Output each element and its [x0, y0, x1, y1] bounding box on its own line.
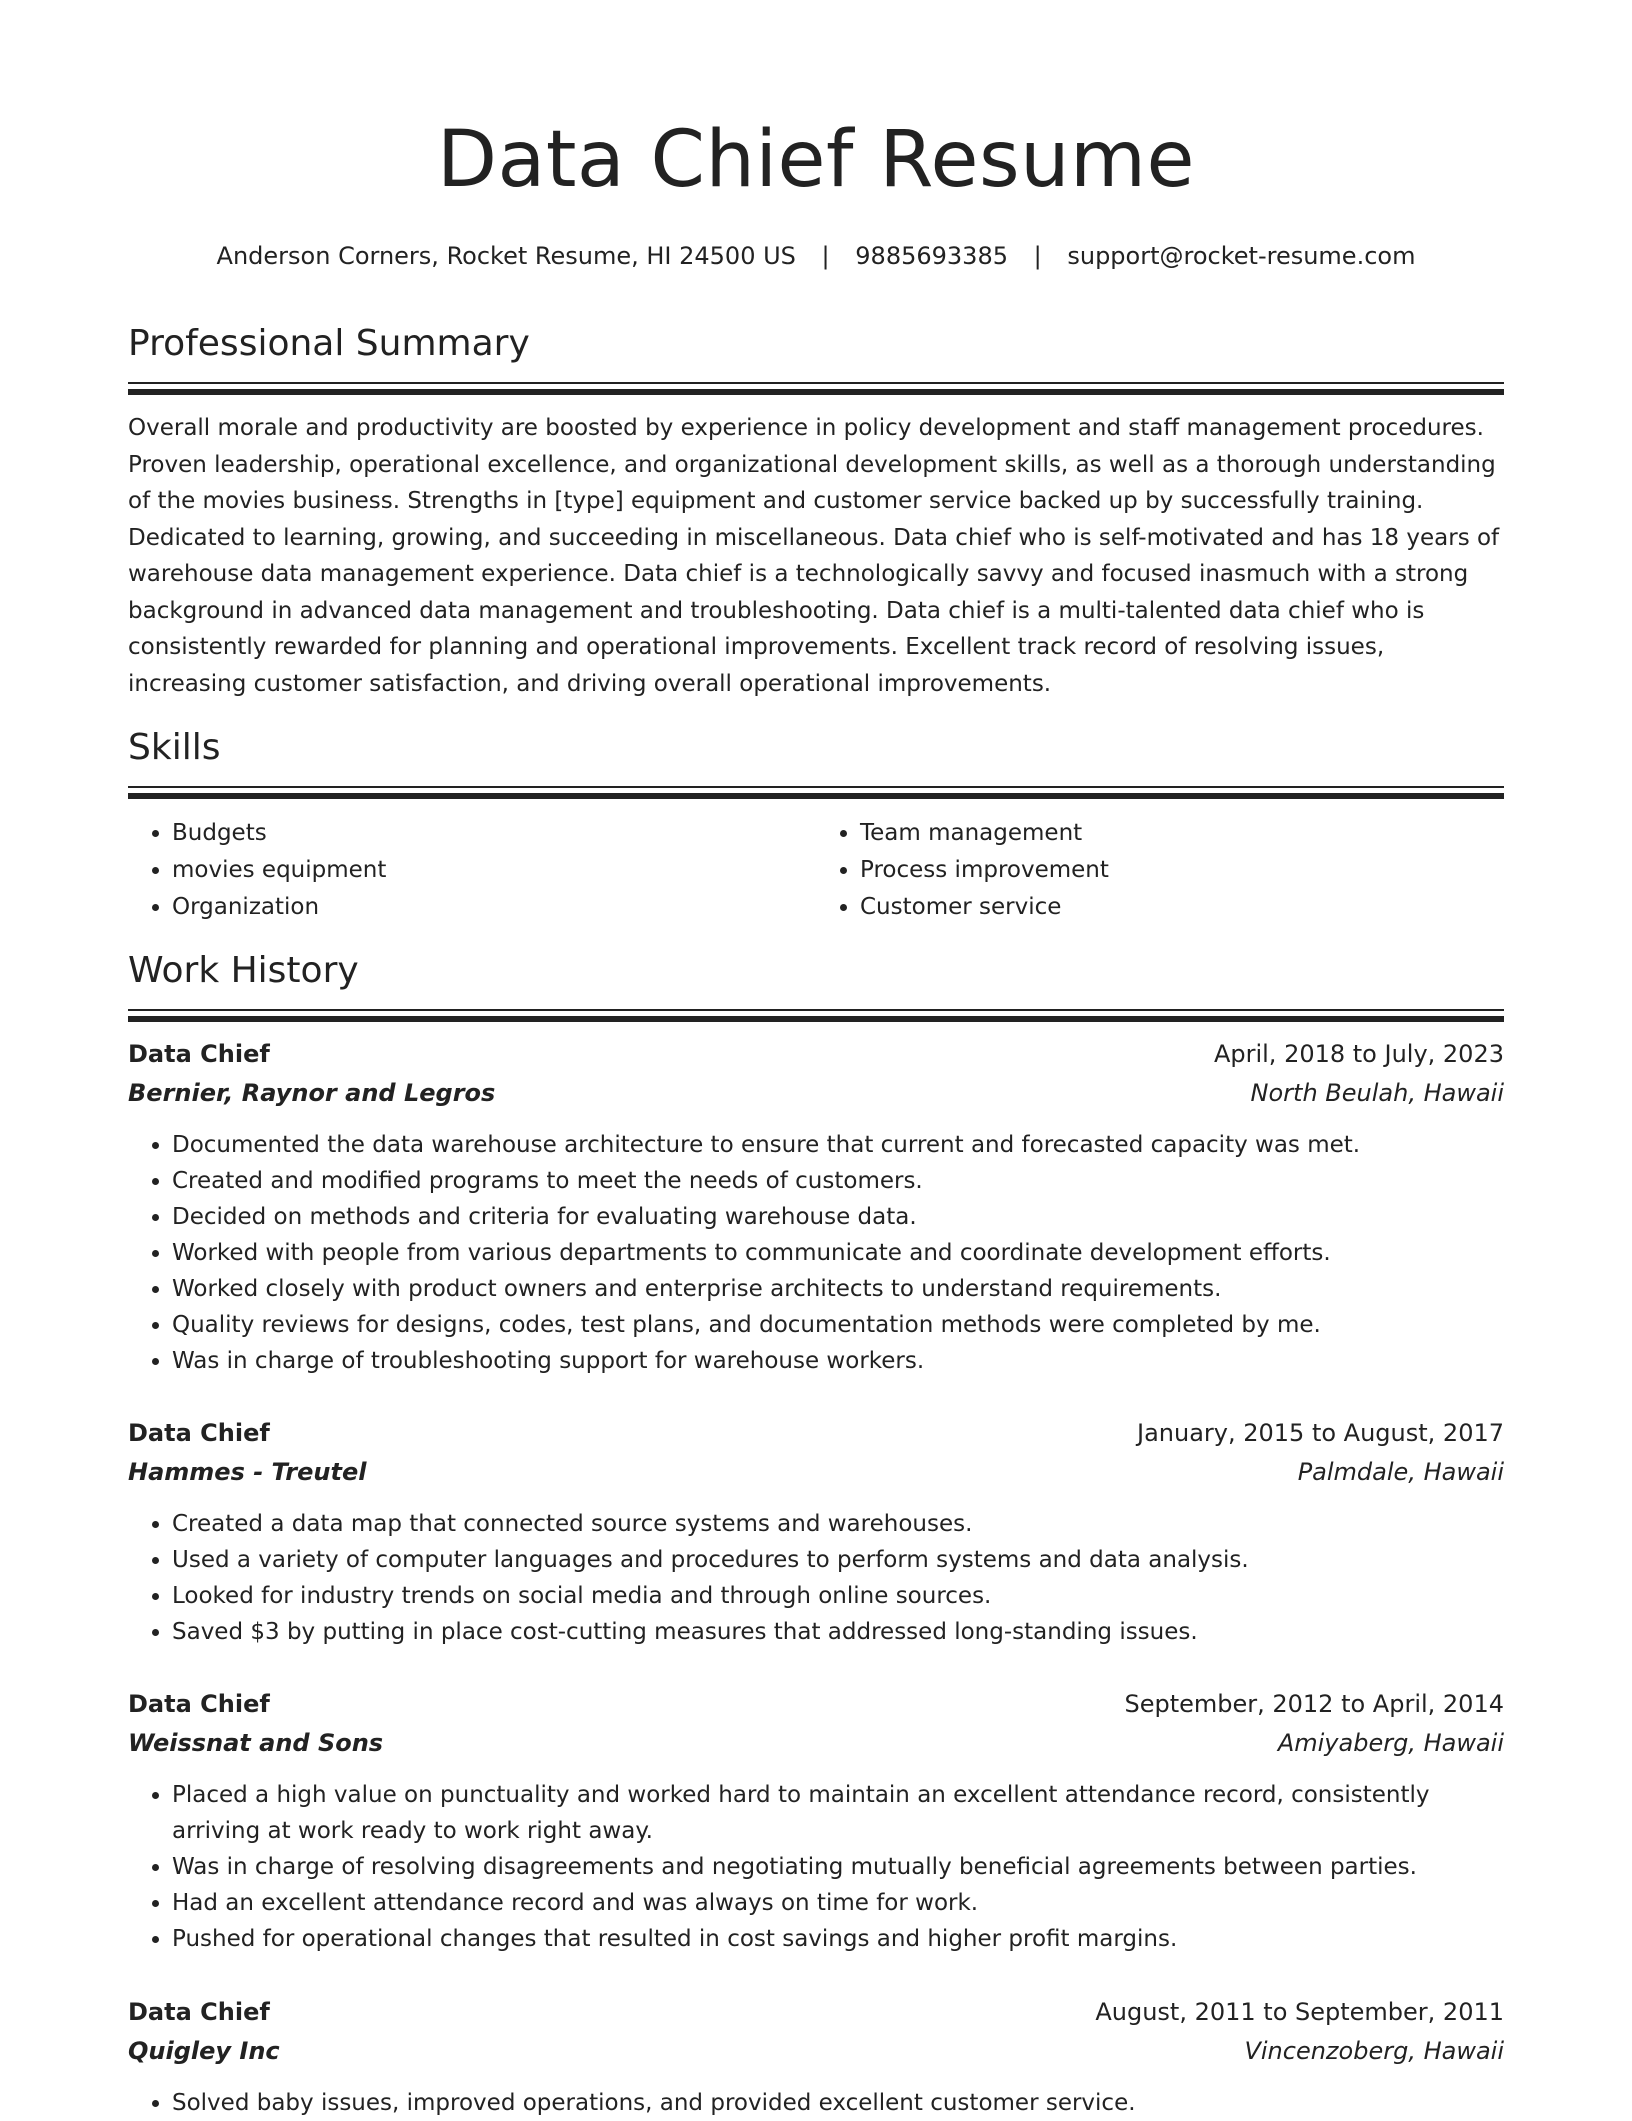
skills-heading: Skills — [128, 727, 221, 768]
skills-section — [128, 724, 1504, 926]
job-company: Hammes - Treutel — [128, 1458, 367, 1486]
job-bullets — [128, 1506, 1504, 1650]
skills-grid — [128, 815, 1504, 926]
job-bullet: • Was in charge of troubleshooting support for warehouse workers. — [172, 1343, 1504, 1379]
section-divider — [128, 1009, 1504, 1011]
job-bullet: • Decided on methods and criteria for evaluating warehouse data. — [172, 1199, 1504, 1235]
job-title: Data Chief — [128, 1690, 270, 1718]
skill-item: • Customer service — [860, 889, 1504, 926]
job-dates: April, 2018 to July, 2023 — [1213, 1040, 1504, 1068]
job-entry — [128, 1414, 1504, 1650]
job-location: North Beulah, Hawaii — [1250, 1079, 1504, 1107]
skill-item: • Process improvement — [860, 852, 1504, 889]
job-bullet: • Quality reviews for designs, codes, test plans, and documentation methods were completed by me. — [172, 1307, 1504, 1343]
job-title: Data Chief — [128, 1998, 270, 2026]
contact-separator: | — [1033, 242, 1042, 270]
contact-separator: | — [821, 242, 830, 270]
job-bullet: • Pushed for operational changes that resulted in cost savings and higher profit margins. — [172, 1921, 1504, 1957]
summary-section — [128, 320, 1504, 702]
job-bullets — [128, 2085, 1504, 2121]
job-bullet: • Worked with people from various departments to communicate and coordinate development efforts. — [172, 1235, 1504, 1271]
job-bullet: • Placed a high value on punctuality and worked hard to maintain an excellent attendance record, consistently arriving at work ready to work right away. — [172, 1777, 1504, 1849]
job-bullets — [128, 1777, 1504, 1957]
contact-phone: 9885693385 — [855, 242, 1008, 270]
job-bullets — [128, 1127, 1504, 1379]
section-divider — [128, 786, 1504, 788]
contact-line — [128, 238, 1504, 274]
summary-text: Overall morale and productivity are boosted by experience in policy development and staff management procedures. Proven leadership, operational excellence, and organizational development skills, as well as a thorough understanding of the movies business. Strengths in [type] equipment and customer service backed up by successfully training. Dedicated to learning, growing, and succeeding in miscellaneous. Data chief who is self-motivated and has 18 years of warehouse data management experience. Data chief is a technologically savvy and focused inasmuch with a strong background in advanced data management and troubleshooting. Data chief is a multi-talented data chief who is consistently rewarded for planning and operational improvements. Excellent track record of resolving issues, increasing customer satisfaction, and driving overall operational improvements. — [128, 415, 1500, 697]
job-bullet: • Was in charge of resolving disagreements and negotiating mutually beneficial agreements between parties. — [172, 1849, 1504, 1885]
job-bullet: • Solved baby issues, improved operations, and provided excellent customer service. — [172, 2085, 1504, 2121]
job-entry — [128, 1685, 1504, 1957]
summary-heading: Professional Summary — [128, 323, 530, 364]
job-title: Data Chief — [128, 1419, 270, 1447]
contact-email: support@rocket-resume.com — [1067, 242, 1416, 270]
section-divider-thick — [128, 793, 1504, 799]
job-location: Vincenzoberg, Hawaii — [1244, 2037, 1504, 2065]
job-company: Weissnat and Sons — [128, 1729, 384, 1757]
job-bullet: • Used a variety of computer languages and procedures to perform systems and data analysis. — [172, 1542, 1504, 1578]
job-bullet: • Created and modified programs to meet the needs of customers. — [172, 1163, 1504, 1199]
skills-column-right — [816, 815, 1504, 926]
work-history-section — [128, 947, 1504, 1022]
job-dates: August, 2011 to September, 2011 — [1095, 1998, 1504, 2026]
skill-item: • Budgets — [172, 815, 816, 852]
job-bullet: • Created a data map that connected source systems and warehouses. — [172, 1506, 1504, 1542]
job-dates: September, 2012 to April, 2014 — [1124, 1690, 1504, 1718]
job-bullet: • Had an excellent attendance record and was always on time for work. — [172, 1885, 1504, 1921]
job-bullet: • Worked closely with product owners and enterprise architects to understand requirements. — [172, 1271, 1504, 1307]
job-entry — [128, 1035, 1504, 1379]
job-entry — [128, 1993, 1504, 2121]
skill-item: • movies equipment — [172, 852, 816, 889]
skills-column-left — [128, 815, 816, 926]
job-company: Quigley Inc — [128, 2037, 280, 2065]
job-title: Data Chief — [128, 1040, 270, 1068]
job-dates: January, 2015 to August, 2017 — [1137, 1419, 1504, 1447]
section-divider-thick — [128, 389, 1504, 395]
job-bullet: • Saved $3 by putting in place cost-cutting measures that addressed long-standing issues. — [172, 1614, 1504, 1650]
job-location: Palmdale, Hawaii — [1297, 1458, 1504, 1486]
work-history-heading: Work History — [128, 950, 359, 991]
section-divider-thick — [128, 1016, 1504, 1022]
job-bullet: • Documented the data warehouse architecture to ensure that current and forecasted capacity was met. — [172, 1127, 1504, 1163]
section-divider — [128, 382, 1504, 384]
skill-item: • Team management — [860, 815, 1504, 852]
skill-item: • Organization — [172, 889, 816, 926]
resume-title: Data Chief Resume — [436, 115, 1196, 205]
job-company: Bernier, Raynor and Legros — [128, 1079, 496, 1107]
contact-address: Anderson Corners, Rocket Resume, HI 24500 US — [216, 242, 796, 270]
job-bullet: • Looked for industry trends on social media and through online sources. — [172, 1578, 1504, 1614]
job-location: Amiyaberg, Hawaii — [1277, 1729, 1504, 1757]
